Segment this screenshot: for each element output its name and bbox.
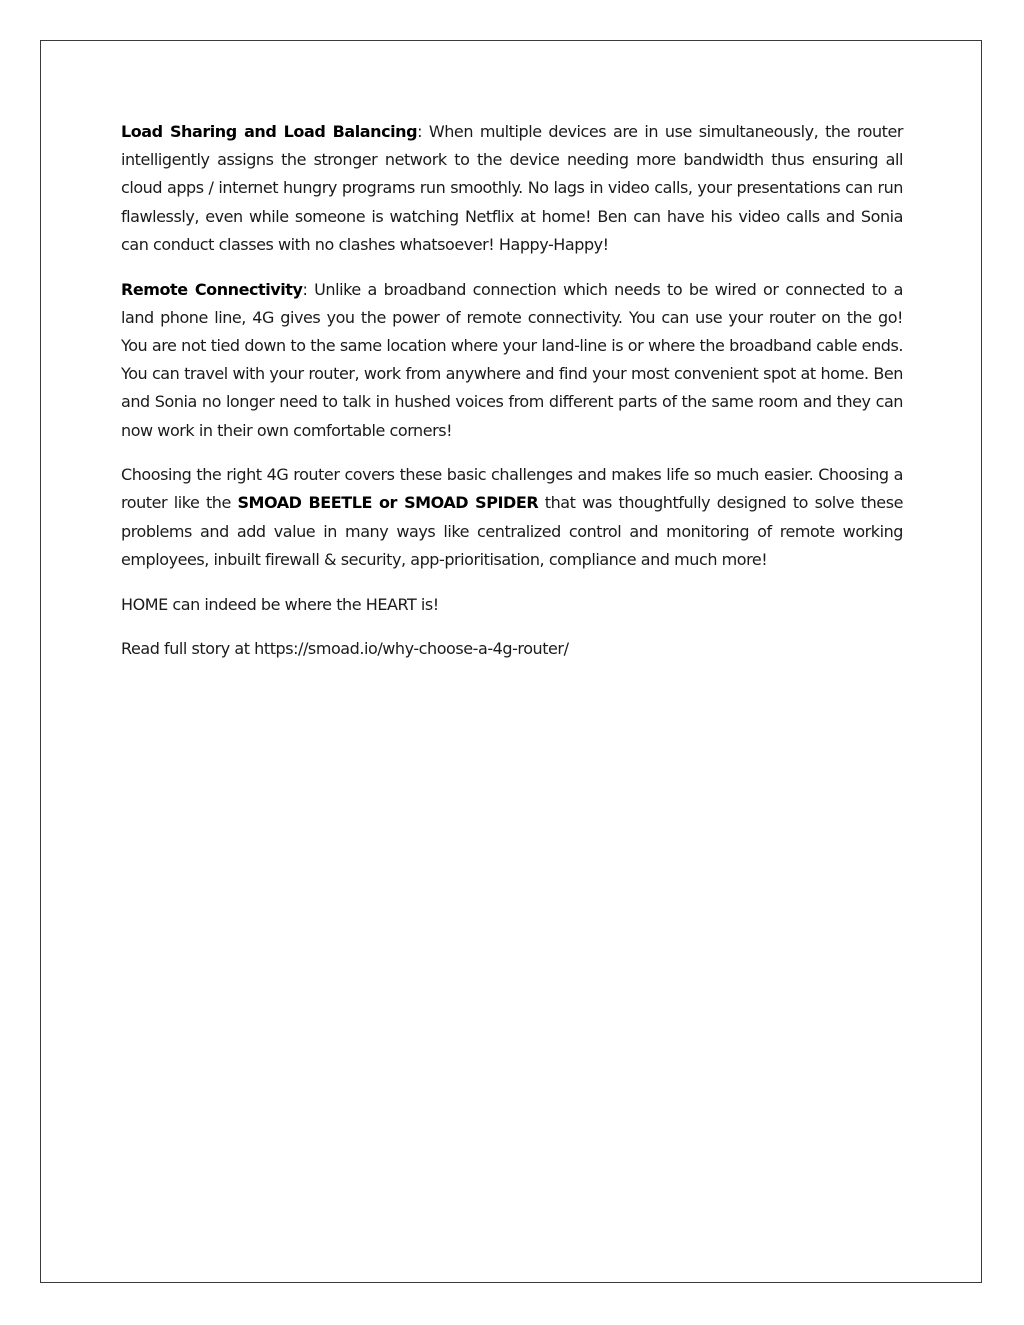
text-load-sharing: : When multiple devices are in use simultaneously, the router intelligently assigns the stronger network to the device needing more bandwidth thus ensuring all cloud apps / internet hungry programs run smoothly. No lags in video calls, your presentations can run flawlessly, even while someone is watching Netflix at home! Ben can have his video calls and Sonia can conduct classes with no clashes whatsoever! Happy-Happy! [121,122,903,254]
text-remote-connectivity: : Unlike a broadband connection which needs to be wired or connected to a land phone line, 4G gives you the power of remote connectivity. You can use your router on the go! You are not tied down to the same location where your land-line is or where the broadband cable ends. You can travel with your router, work from anywhere and find your most convenient spot at home. Ben and Sonia no longer need to talk in hushed voices from different parts of the same room and they can now work in their own comfortable corners! [121,279,903,440]
text-home-heart: HOME can indeed be where the HEART is! [121,594,439,614]
product-names: SMOAD BEETLE or SMOAD SPIDER [237,493,539,513]
text-choosing-after: that was thoughtfully designed to solve these problems and add value in many ways like centralized control and monitoring of remote working employees, inbuilt firewall & security, app-prioritisation, compliance and much more! [121,493,903,569]
paragraph-load-sharing [121,118,903,259]
paragraph-home-heart [121,591,903,619]
heading-load-sharing: Load Sharing and Load Balancing [121,122,418,141]
paragraph-remote-connectivity [121,276,903,445]
document-body [121,118,903,680]
heading-remote-connectivity: Remote Connectivity [121,279,303,299]
paragraph-choosing-router [121,461,903,574]
paragraph-read-more [121,635,903,663]
text-read-more: Read full story at https://smoad.io/why-choose-a-4g-router/ [121,639,569,659]
text-choosing-before: Choosing the right 4G router covers these basic challenges and makes life so much easier. Choosing a router like the [121,465,903,513]
